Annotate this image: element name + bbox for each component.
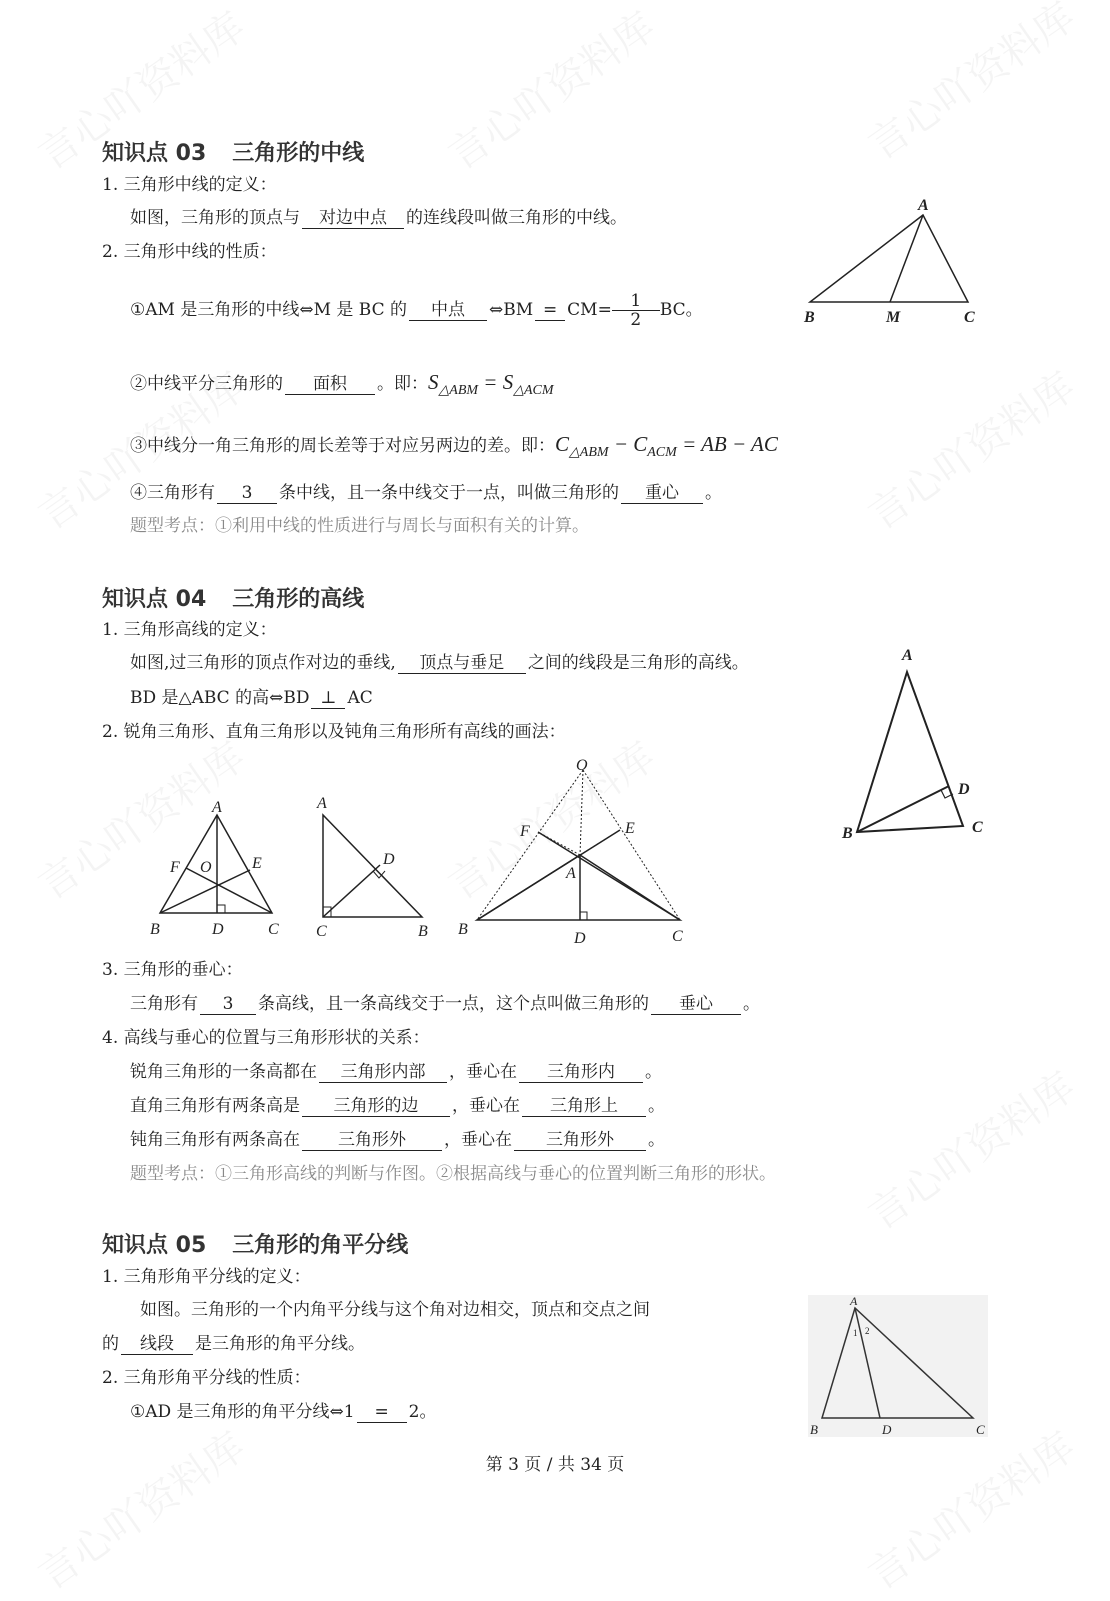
text: △ACM [513,383,554,399]
text: 。 [648,1130,665,1150]
blank-answer: 面积 [285,374,375,395]
text: 条高线，且一条高线交于一点，这个点叫做三角形的 [258,994,649,1014]
text: AC [347,688,373,708]
blank-answer: 线段 [121,1334,193,1355]
blank-answer: 对边中点 [302,208,404,229]
text: 知识点 04 [102,587,207,612]
text: ⇔BM [489,300,534,320]
blank-answer: 顶点与垂足 [398,653,526,674]
blank-answer: ⊥ [311,688,345,709]
text: S [428,370,439,394]
text: A [902,647,913,664]
blank-answer: = [535,300,565,321]
text: 的 [102,1334,119,1354]
list-item: 1. 三角形高线的定义： [102,620,277,640]
text: A [918,197,929,214]
text: 知识点 03 [102,141,207,166]
text: 之间的线段是三角形的高线。 [527,653,749,673]
blank-answer: 三角形外 [302,1130,442,1151]
blank-answer: 中点 [409,300,487,321]
text: BD 是△ABC 的高⇔BD [130,688,310,708]
text: ACM [647,445,677,461]
text: 2 [865,1326,870,1336]
text: = AB − AC [676,432,778,456]
text: 。 [705,483,722,503]
text: = [478,370,503,394]
text: O [576,757,588,774]
blank-answer: 3 [200,994,256,1015]
text: A [317,795,327,812]
text: C [976,1422,985,1437]
text: B [804,309,815,326]
text: 。 [648,1096,665,1116]
text: C [972,819,983,836]
text: ③中线分一角三角形的周长差等于对应另两边的差。即： [130,436,555,456]
blank-answer: 三角形外 [514,1130,646,1151]
text: ②中线平分三角形的 [130,374,283,394]
text: 钝角三角形有两条高在 [130,1130,300,1150]
text: B [150,921,160,938]
text: M [886,309,901,326]
text: 。即： [377,374,428,394]
blank-answer: 三角形上 [522,1096,646,1117]
list-item: 2. 锐角三角形、直角三角形以及钝角三角形所有高线的画法： [102,722,566,742]
text: 如图，三角形的顶点与 [130,208,300,228]
text: A [850,1294,858,1308]
exam-tip: 题型考点：①三角形高线的判断与作图。②根据高线与垂心的位置判断三角形的形状。 [130,1164,776,1184]
text: C [633,432,648,456]
list-item: 1. 三角形中线的定义： [102,175,277,195]
text: 三角形的角平分线 [232,1233,409,1258]
text: 锐角三角形的一条高都在 [130,1062,317,1082]
text: C [555,432,570,456]
text: ①AD 是三角形的角平分线⇔1 [130,1402,355,1422]
text: 三角形有 [130,994,198,1014]
text: F [170,859,180,876]
text: 1 [612,292,660,311]
text: B [418,923,428,940]
exam-tip: 题型考点：①利用中线的性质进行与周长与面积有关的计算。 [130,516,589,536]
list-item: 2. 三角形角平分线的性质： [102,1368,311,1388]
text: ，垂心在 [449,1062,517,1082]
bisector-figure [808,1294,988,1437]
list-item: 1. 三角形角平分线的定义： [102,1267,311,1287]
text: A [212,799,222,816]
text: C [964,309,975,326]
blank-answer: 三角形内 [519,1062,643,1083]
text: B [458,921,468,938]
obtuse-triangle-figure [477,770,680,920]
text: B [842,825,853,842]
text: S [502,370,514,394]
text: D [383,851,395,868]
text: 三角形的高线 [232,587,365,612]
text: BC。 [659,300,703,320]
blank-answer: 三角形内部 [319,1062,447,1083]
right-triangle-labels [316,795,428,940]
text: C [268,921,279,938]
text: ，垂心在 [452,1096,520,1116]
text: 条中线，且一条中线交于一点，叫做三角形的 [279,483,619,503]
text: O [200,859,212,876]
text: ④三角形有 [130,483,215,503]
text: B [810,1422,818,1437]
blank-answer: 三角形的边 [302,1096,450,1117]
text: 知识点 05 [102,1233,207,1258]
text: △ABM [569,445,609,461]
text: D [574,930,586,947]
text: F [520,823,530,840]
median-figure [810,215,968,302]
text: E [625,820,635,837]
text: A [566,865,576,882]
right-triangle-figure [323,815,422,917]
text: C [316,923,327,940]
text: 2。 [408,1402,437,1422]
text: 的连线段叫做三角形的中线。 [406,208,627,228]
list-item: 2. 三角形中线的性质： [102,242,277,262]
text: △ABM [438,383,479,399]
bisector-definition: 如图。三角形的一个内角平分线与这个角对边相交，顶点和交点之间 [140,1300,650,1320]
text: 。 [743,994,760,1014]
text: C [672,928,683,945]
text: 1 [853,1328,858,1338]
text: D [882,1422,892,1437]
text: E [252,855,262,872]
text: ，垂心在 [444,1130,512,1150]
altitude-figure [857,672,963,832]
text: 如图,过三角形的顶点作对边的垂线, [130,653,396,673]
blank-answer: 3 [217,483,277,504]
text: D [958,781,970,798]
text: D [212,921,224,938]
blank-answer: 重心 [621,483,703,504]
median-figure-labels [803,197,975,326]
text: 是三角形的角平分线。 [195,1334,365,1354]
text: ①AM 是三角形的中线⇔M 是 BC 的 [130,300,408,320]
text: − [608,432,634,456]
text: CM= [567,300,612,320]
text: 。 [645,1062,662,1082]
list-item: 3. 三角形的垂心： [102,960,243,980]
text: 2 [630,310,642,330]
blank-answer: = [357,1402,407,1423]
blank-answer: 垂心 [651,994,741,1015]
text: 直角三角形有两条高是 [130,1096,300,1116]
list-item: 4. 高线与垂心的位置与三角形形状的关系： [102,1028,430,1048]
page-footer: 第 3 页 / 共 34 页 [485,1455,625,1475]
text: 三角形的中线 [232,141,365,166]
